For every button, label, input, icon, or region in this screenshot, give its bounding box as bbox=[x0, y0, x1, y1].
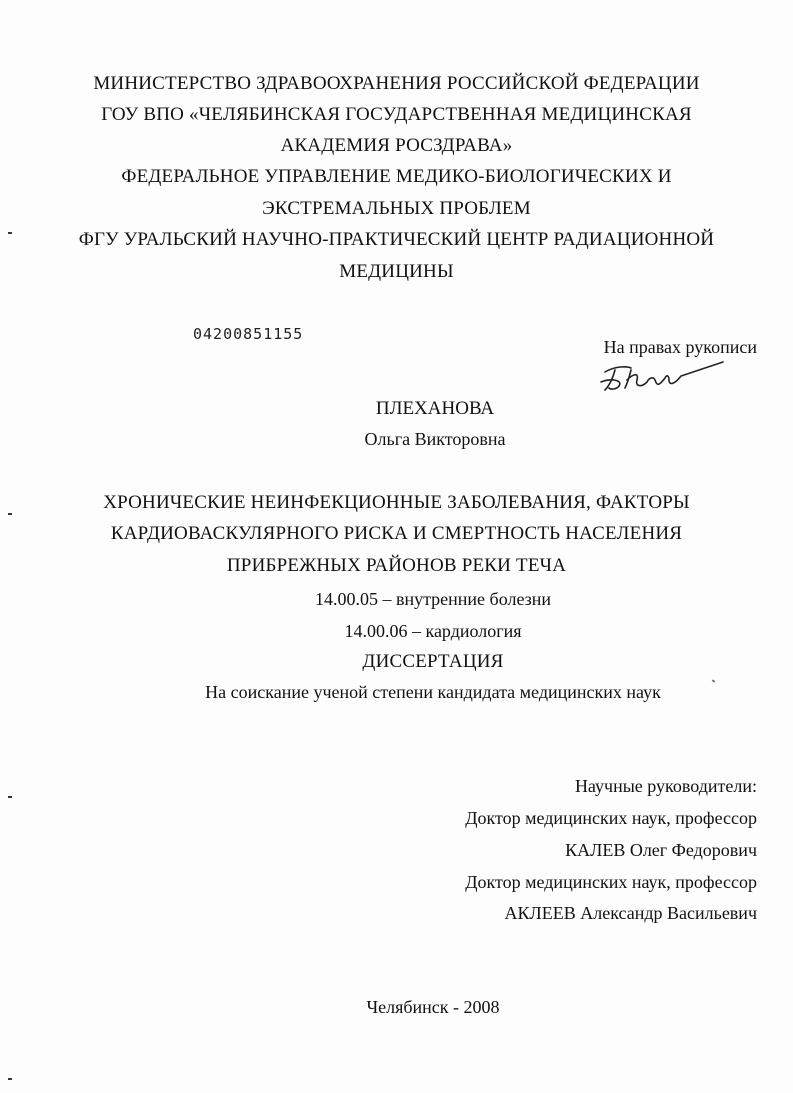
title-line-1: ХРОНИЧЕСКИЕ НЕИНФЕКЦИОННЫЕ ЗАБОЛЕВАНИЯ, ФАКТОРЫ bbox=[103, 492, 690, 513]
margin-mark bbox=[8, 796, 12, 798]
author-name: Ольга Викторовна bbox=[364, 429, 506, 449]
header-line-7: МЕДИЦИНЫ bbox=[339, 261, 454, 282]
supervisor-2-title: Доктор медицинских наук, профессор bbox=[465, 872, 757, 892]
supervisor-1-name: КАЛЕВ Олег Федорович bbox=[565, 840, 757, 860]
header-line-2: ГОУ ВПО «ЧЕЛЯБИНСКАЯ ГОСУДАРСТВЕННАЯ МЕДИЦИНСКАЯ bbox=[101, 104, 692, 125]
doc-type: ДИССЕРТАЦИЯ bbox=[362, 651, 504, 672]
header-line-4: ФЕДЕРАЛЬНОЕ УПРАВЛЕНИЕ МЕДИКО-БИОЛОГИЧЕСКИХ И bbox=[121, 166, 672, 187]
degree-statement: На соискание ученой степени кандидата медицинских наук bbox=[205, 682, 661, 702]
title-line-2: КАРДИОВАСКУЛЯРНОГО РИСКА И СМЕРТНОСТЬ НАСЕЛЕНИЯ bbox=[110, 523, 683, 544]
margin-mark bbox=[8, 513, 12, 515]
city-year: Челябинск - 2008 bbox=[366, 997, 500, 1017]
header-line-5: ЭКСТРЕМАЛЬНЫХ ПРОБЛЕМ bbox=[262, 198, 531, 219]
manuscript-note: На правах рукописи bbox=[603, 337, 757, 357]
specialty-2: 14.00.06 – кардиология bbox=[344, 621, 522, 641]
specialty-1: 14.00.05 – внутренние болезни bbox=[314, 589, 552, 609]
header-line-1: МИНИСТЕРСТВО ЗДРАВООХРАНЕНИЯ РОССИЙСКОЙ ФЕДЕРАЦИИ bbox=[93, 73, 700, 94]
title-line-3: ПРИБРЕЖНЫХ РАЙОНОВ РЕКИ ТЕЧА bbox=[226, 555, 567, 576]
signature-icon bbox=[597, 358, 727, 398]
margin-mark bbox=[8, 232, 12, 234]
author-surname: ПЛЕХАНОВА bbox=[375, 398, 495, 419]
supervisor-2-name: АКЛЕЕВ Александр Васильевич bbox=[504, 903, 757, 923]
margin-mark bbox=[8, 1078, 12, 1080]
supervisors-heading: Научные руководители: bbox=[574, 776, 757, 796]
supervisor-1-title: Доктор медицинских наук, профессор bbox=[465, 808, 757, 828]
header-line-6: ФГУ УРАЛЬСКИЙ НАУЧНО-ПРАКТИЧЕСКИЙ ЦЕНТР РАДИАЦИОННОЙ bbox=[78, 229, 715, 250]
header-line-3: АКАДЕМИЯ РОСЗДРАВА» bbox=[280, 135, 513, 156]
library-stamp-number: 04200851155 bbox=[193, 325, 304, 343]
